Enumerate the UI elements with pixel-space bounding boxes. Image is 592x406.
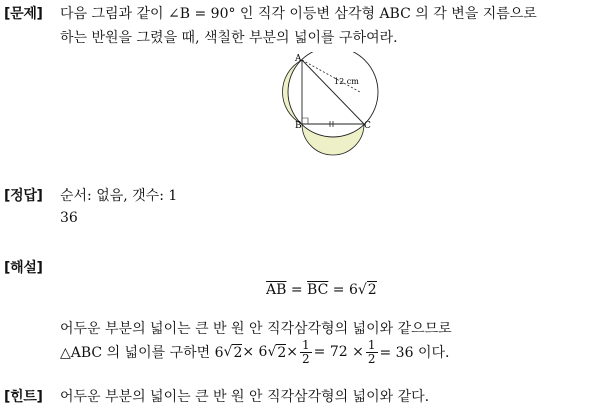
problem-label: [문제] <box>4 6 43 22</box>
geometry-figure <box>270 52 382 156</box>
hint-label: [힌트] <box>4 389 43 405</box>
segment-bc: $\overline{BC}$ <box>307 282 329 298</box>
segment-ab: $\overline{AB}$ <box>266 282 287 298</box>
explanation-label: [해설] <box>4 260 43 276</box>
hint-text: 어두운 부분의 넓이는 큰 반 원 안 직각삼각형의 넓이와 같다. <box>60 389 430 405</box>
vertex-label-c: C <box>364 121 371 131</box>
answer-label: [정답] <box>4 188 43 204</box>
answer-value: 36 <box>60 210 78 226</box>
explanation-line2: △ABC 의 넓이를 구하면 6 √ 2 × 6 √ 2 × $\frac{1}{2}$ = 72 × $\frac{1}{2}$ = 36 이다. <box>60 337 450 366</box>
sqrt-radicand: 2 <box>367 282 377 298</box>
problem-text-line1: 다음 그림과 같이 ∠B = 90° 인 직각 이등변 삼각형 ABC 의 각 변을 지름으로 <box>60 6 537 22</box>
length-label: 12 cm <box>334 77 359 86</box>
problem-text-line2: 하는 반원을 그렸을 때, 색칠한 부분의 넓이를 구하여라. <box>60 30 398 46</box>
explanation-line1: 어두운 부분의 넓이는 큰 반 원 안 직각삼각형의 넓이와 같으므로 <box>60 321 452 337</box>
answer-meta: 순서: 없음, 갯수: 1 <box>60 188 178 204</box>
explanation-equation: $\overline{AB} = \overline{BC} = 6√2$ <box>266 282 377 298</box>
vertex-label-b: B <box>295 121 302 131</box>
fraction-half: $\frac{1}{2}$ <box>302 337 310 366</box>
fraction-half: $\frac{1}{2}$ <box>367 337 376 366</box>
vertex-label-a: A <box>295 54 302 64</box>
